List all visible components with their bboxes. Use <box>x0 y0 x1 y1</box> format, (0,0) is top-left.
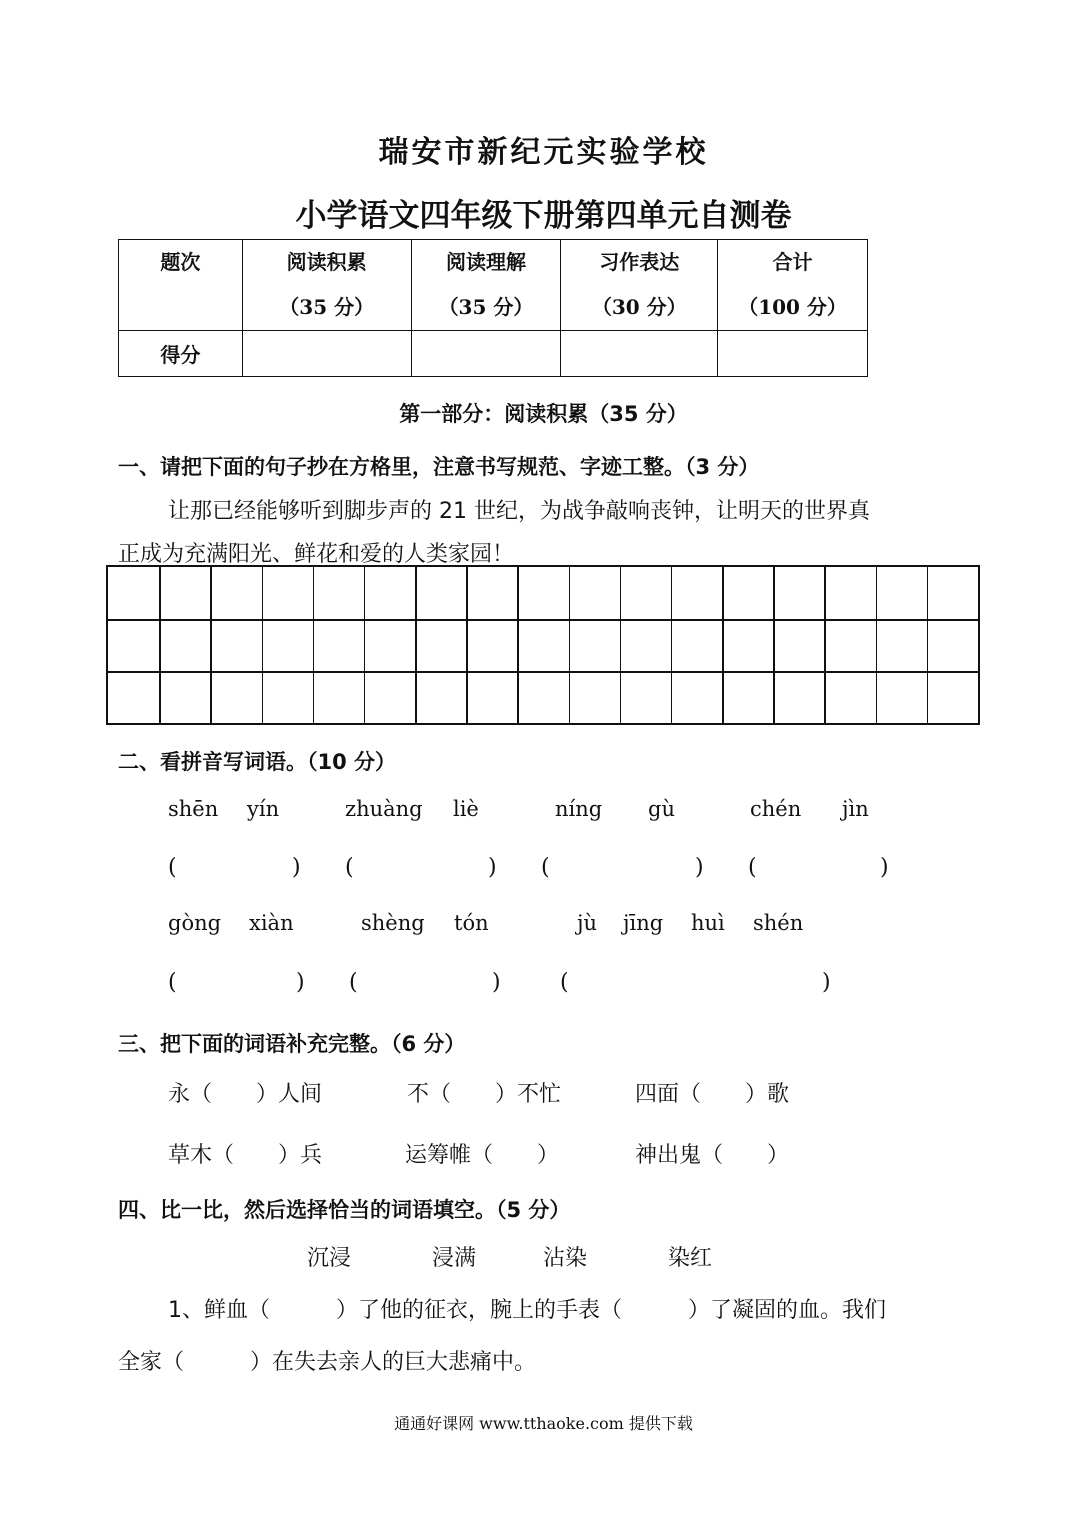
grid-column-line <box>364 567 366 723</box>
score-cell[interactable] <box>561 331 718 377</box>
pinyin-syllable: chén <box>750 797 802 821</box>
score-cell[interactable] <box>411 331 561 377</box>
idiom-fill-item[interactable]: 永（ ）人间 <box>168 1082 323 1107</box>
answer-paren-open[interactable]: ( <box>560 970 569 995</box>
pinyin-syllable: zhuàng <box>345 797 423 821</box>
answer-paren-open[interactable]: ( <box>748 855 757 880</box>
score-table-col-header: 合计 （100 分） <box>718 240 868 331</box>
word-choice: 沉浸 <box>307 1246 352 1271</box>
answer-paren-close: ) <box>488 855 497 880</box>
idiom-fill-item[interactable]: 不（ ）不忙 <box>407 1082 562 1107</box>
q4-sentence-line1[interactable]: 1、鲜血（ ）了他的征衣，腕上的手表（ ）了凝固的血。我们 <box>168 1298 886 1323</box>
grid-column-line <box>773 567 775 723</box>
word-choice: 沾染 <box>543 1246 588 1271</box>
pinyin-syllable: tón <box>454 911 489 935</box>
grid-column-line <box>671 567 673 723</box>
score-table-col-header: 习作表达 （30 分） <box>561 240 718 331</box>
answer-paren-open[interactable]: ( <box>345 855 354 880</box>
q4-sentence-line2[interactable]: 全家（ ）在失去亲人的巨大悲痛中。 <box>118 1350 537 1375</box>
grid-column-line <box>722 567 724 723</box>
answer-paren-close: ) <box>492 970 501 995</box>
grid-column-line <box>262 567 264 723</box>
pinyin-syllable: shèng <box>361 911 425 935</box>
q1-sentence-line1: 让那已经能够听到脚步声的 21 世纪，为战争敲响丧钟，让明天的世界真 <box>168 499 870 524</box>
grid-column-line <box>159 567 161 723</box>
idiom-fill-item[interactable]: 四面（ ）歌 <box>635 1082 790 1107</box>
answer-paren-close: ) <box>822 970 831 995</box>
pinyin-syllable: jīng <box>623 911 664 935</box>
answer-paren-close: ) <box>695 855 704 880</box>
part1-heading: 第一部分：阅读积累（35 分） <box>399 402 688 426</box>
grid-column-line <box>313 567 315 723</box>
q1-heading: 一、请把下面的句子抄在方格里，注意书写规范、字迹工整。（3 分） <box>118 455 760 479</box>
grid-row-line <box>108 619 978 621</box>
grid-column-line <box>210 567 212 723</box>
word-choice: 染红 <box>668 1246 713 1271</box>
pinyin-syllable: gù <box>648 797 675 821</box>
score-cell[interactable] <box>718 331 868 377</box>
grid-column-line <box>415 567 417 723</box>
grid-column-line <box>569 567 571 723</box>
pinyin-syllable: jù <box>577 911 598 935</box>
q3-heading: 三、把下面的词语补充完整。（6 分） <box>118 1032 466 1056</box>
grid-row-line <box>108 671 978 673</box>
answer-paren-close: ) <box>296 970 305 995</box>
answer-paren-open[interactable]: ( <box>349 970 358 995</box>
answer-paren-close: ) <box>292 855 301 880</box>
pinyin-syllable: yín <box>247 797 280 821</box>
grid-column-line <box>824 567 826 723</box>
answer-paren-open[interactable]: ( <box>168 970 177 995</box>
grid-column-line <box>927 567 929 723</box>
q2-heading: 二、看拼音写词语。（10 分） <box>118 750 397 774</box>
answer-paren-open[interactable]: ( <box>168 855 177 880</box>
pinyin-syllable: liè <box>453 797 479 821</box>
grid-column-line <box>517 567 519 723</box>
score-table-col-header: 阅读理解 （35 分） <box>411 240 561 331</box>
answer-paren-open[interactable]: ( <box>541 855 550 880</box>
word-choice: 浸满 <box>432 1246 477 1271</box>
pinyin-syllable: níng <box>555 797 603 821</box>
exam-title: 小学语文四年级下册第四单元自测卷 <box>295 198 792 234</box>
score-cell[interactable] <box>242 331 411 377</box>
score-table-col-header: 阅读积累 （35 分） <box>242 240 411 331</box>
idiom-fill-item[interactable]: 草木（ ）兵 <box>168 1143 323 1168</box>
q4-heading: 四、比一比，然后选择恰当的词语填空。（5 分） <box>118 1198 571 1222</box>
pinyin-syllable: huì <box>691 911 725 935</box>
idiom-fill-item[interactable]: 神出鬼（ ） <box>635 1143 790 1168</box>
score-table-row-label: 题次 <box>119 240 243 331</box>
q1-sentence-line2: 正成为充满阳光、鲜花和爱的人类家园！ <box>118 542 515 567</box>
pinyin-syllable: jìn <box>842 797 869 821</box>
pinyin-syllable: gòng <box>168 911 222 935</box>
grid-column-line <box>876 567 878 723</box>
grid-column-line <box>466 567 468 723</box>
footer-source: 通通好课网 www.tthaoke.com 提供下载 <box>394 1414 693 1433</box>
score-table-row-label: 得分 <box>119 331 243 377</box>
idiom-fill-item[interactable]: 运筹帷（ ） <box>405 1143 560 1168</box>
pinyin-syllable: shēn <box>168 797 219 821</box>
pinyin-syllable: shén <box>753 911 804 935</box>
grid-column-line <box>620 567 622 723</box>
answer-paren-close: ) <box>880 855 889 880</box>
writing-grid[interactable] <box>106 565 980 725</box>
score-table <box>118 239 868 377</box>
school-name: 瑞安市新纪元实验学校 <box>378 135 709 170</box>
pinyin-syllable: xiàn <box>249 911 294 935</box>
